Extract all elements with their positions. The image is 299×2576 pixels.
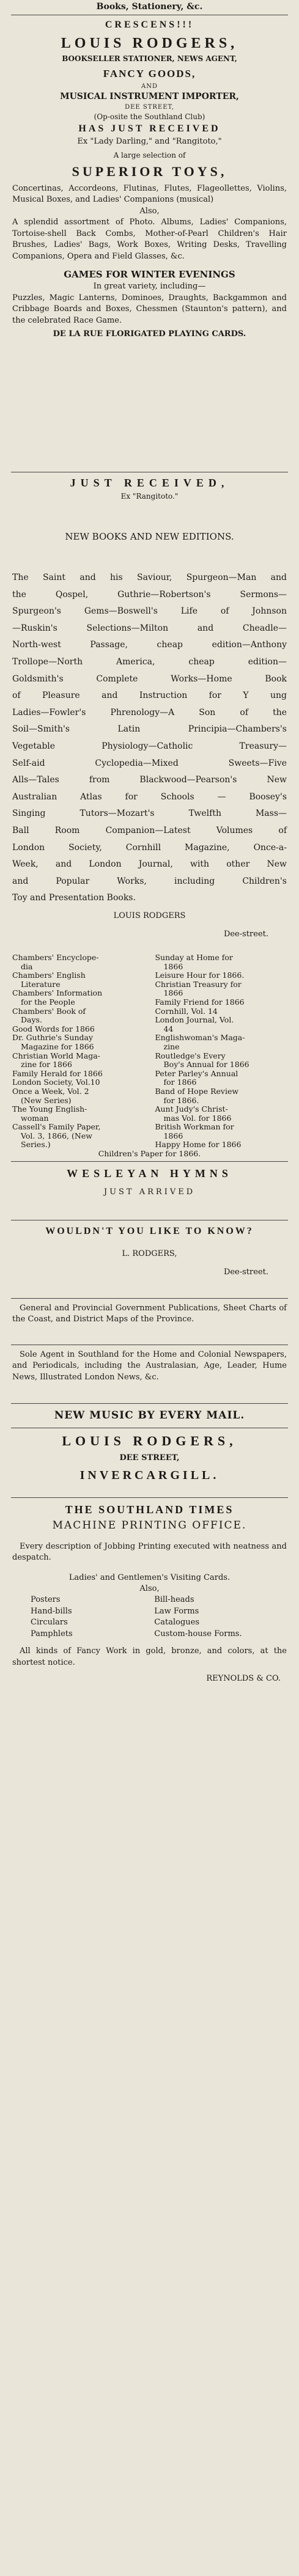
print-item: Law Forms (154, 1606, 199, 1616)
new-books-ad (12, 530, 287, 543)
almanac-left-column (12, 953, 144, 1150)
almanac-item: zine (163, 1041, 180, 1051)
rodgers-line6: (Op-osite the Southland Club) (94, 112, 205, 122)
almanac-item: Dr. Guthrie's Sunday (12, 1033, 94, 1043)
rodgers-line5: DEE STREET, (125, 104, 174, 111)
rodgers-ad (12, 34, 287, 340)
rule (11, 1403, 288, 1404)
almanac-item: Band of Hope Review (155, 1086, 239, 1096)
almanac-item: for the People (21, 997, 75, 1007)
crescens-heading: CRESCENS!!! (105, 20, 194, 30)
print-item: Posters (31, 1595, 61, 1605)
print-item: Catalogues (154, 1618, 199, 1627)
almanac-item: Vol. 3, 1866, (New (21, 1131, 92, 1140)
book-line: Soil—Smith's Latin Principia—Chambers's (12, 724, 287, 735)
book-line: Spurgeon's Gems—Boswell's Life of Johnson (12, 606, 287, 617)
almanac-item: 1866 (163, 961, 183, 971)
almanac-item: Cassell's Family Paper, (12, 1122, 101, 1132)
almanac-item: London Journal, Vol. (155, 1015, 234, 1025)
almanac-item: (New Series) (21, 1095, 72, 1105)
almanac-item: 44 (163, 1024, 174, 1033)
book-line: Ball Room Companion—Latest Volumes of (12, 825, 287, 835)
rodgers-line10: SUPERIOR TOYS, (72, 163, 227, 179)
almanac-item: Series.) (21, 1140, 51, 1150)
book-line: Singing Tutors—Mozart's Twelfth Mass— (12, 809, 287, 819)
book-line: —Ruskin's Selections—Milton and Cheadle— (12, 623, 287, 633)
new-books-body (12, 570, 287, 907)
print-item: Bill-heads (154, 1595, 194, 1605)
book-line: Ladies—Fowler's Phrenology—A Son of the (12, 707, 287, 717)
wouldnt-street: Dee-street. (223, 1268, 268, 1277)
almanac-item: Chambers' Encyclope- (12, 953, 99, 962)
southland-cards: Ladies' and Gentlemen's Visiting Cards. (68, 1572, 231, 1582)
almanac-item: Englishwoman's Maga- (155, 1033, 245, 1043)
book-line: North-west Passage, cheap edition—Anthony (12, 640, 287, 650)
games-para: Puzzles, Magic Lanterns, Dominoes, Draughts, Backgammon and Cribbage Boards and Boxes, Chessmen (Staunton's pattern), and the celebrated Race Game. (12, 293, 287, 325)
book-line: the Qospel, Guthrie—Robertson's Sermons— (12, 589, 287, 600)
almanac-item: 1866 (163, 988, 183, 998)
almanac-item: Routledge's Every (155, 1051, 226, 1060)
just-received-title: JUST RECEIVED, (70, 477, 229, 489)
almanac-item: London Society, Vol.10 (12, 1077, 100, 1087)
print-item: Hand-bills (31, 1606, 72, 1616)
just-received-ad (12, 475, 287, 502)
southland-right-list (154, 1594, 268, 1640)
rule (11, 1161, 288, 1162)
book-line: Goldsmith's Complete Works—Home Book (12, 673, 287, 684)
footer-rodgers-name: LOUIS RODGERS, (62, 1433, 237, 1448)
rodgers-para1: Concertinas, Accordeons, Flutinas, Flutes, Flageollettes, Violins, Musical Boxes, and Ladies' Companions (musical) (12, 183, 287, 205)
rule (11, 1497, 288, 1498)
rodgers-line8: Ex "Lady Darling," and "Rangitoto," (77, 137, 222, 147)
almanac-item: Happy Home for 1866 (155, 1140, 242, 1150)
almanac-item: Family Friend for 1866 (155, 997, 245, 1007)
wesleyan-title: WESLEYAN HYMNS (67, 1167, 232, 1180)
print-item: Circulars (31, 1618, 68, 1627)
almanac-footer: Children's Paper for 1866. (98, 1149, 201, 1159)
new-books-street: Dee-street. (223, 930, 268, 939)
book-line: Trollope—North America, cheap edition— (12, 656, 287, 667)
almanac-item: Sunday at Home for (155, 953, 233, 962)
southland-title1: THE SOUTHLAND TIMES (65, 1503, 234, 1516)
almanac-item: Family Herald for 1866 (12, 1068, 103, 1078)
book-line: Alls—Tales from Blackwood—Pearson's New (12, 775, 287, 785)
almanac-item: zine for 1866 (21, 1060, 72, 1070)
southland-sign: REYNOLDS & CO. (206, 1674, 281, 1684)
wesleyan-sub: JUST ARRIVED (103, 1187, 196, 1197)
southland-title2: MACHINE PRINTING OFFICE. (52, 1519, 247, 1532)
footer-rodgers-town: INVERCARGILL. (79, 1468, 220, 1482)
wesleyan-ad (12, 1166, 287, 1198)
almanac-item: for 1866 (163, 1077, 197, 1087)
almanac-right-column (155, 953, 287, 1150)
print-item: Pamphlets (31, 1629, 73, 1638)
southland-fancy: All kinds of Fancy Work in gold, bronze, and colors, at the shortest notice. (12, 1646, 287, 1667)
southland-left-list (31, 1594, 145, 1640)
section-header: Books, Stationery, &c. (96, 2, 203, 12)
wouldnt-sign: L. RODGERS, (122, 1249, 177, 1258)
footer-rodgers-ad (12, 1431, 287, 1484)
rodgers-name: LOUIS RODGERS, (61, 35, 238, 51)
rodgers-line1: BOOKSELLER STATIONER, NEWS AGENT, (62, 54, 237, 63)
almanac-item: Chambers' Book of (12, 1006, 86, 1016)
almanac-item: Magazine for 1866 (21, 1041, 94, 1051)
book-line: The Saint and his Saviour, Spurgeon—Man and (12, 573, 287, 582)
almanac-item: Christian Treasury for (155, 979, 242, 989)
charts-ad: General and Provincial Government Publications, Sheet Charts of the Coast, and District Maps of the Province. (12, 1304, 287, 1324)
book-line: Vegetable Physiology—Catholic Treasury— (12, 741, 287, 751)
almanac-item: Good Words for 1866 (12, 1024, 95, 1033)
agent-ad: Sole Agent in Southland for the Home and Colonial Newspapers, and Periodicals, including the Australasian, Age, Leader, Hume News, Illustrated London News, &c. (12, 1350, 287, 1382)
book-line: Week, and London Journal, with other New (12, 859, 287, 870)
footer-rodgers-street: DEE STREET, (119, 1453, 180, 1463)
rodgers-line3: AND (141, 83, 158, 90)
just-received-sub: Ex "Rangitoto." (120, 491, 179, 501)
almanac-item: woman (21, 1113, 49, 1123)
book-line: Self-aid Cyclopedia—Mixed Sweets—Five (12, 758, 287, 768)
almanac-item: dia (21, 961, 33, 971)
almanac-item: mas Vol. for 1866 (163, 1113, 232, 1123)
almanac-item: British Workman for (155, 1122, 234, 1132)
almanac-item: 1866 (163, 1131, 183, 1140)
almanac-item: Literature (21, 979, 61, 989)
rodgers-line9: A large selection of (113, 150, 186, 160)
rodgers-line7: HAS JUST RECEIVED (78, 123, 221, 134)
southland-para: Every description of Jobbing Printing executed with neatness and despatch. (12, 1541, 287, 1563)
almanac-item: for 1866. (163, 1095, 199, 1105)
new-books-title: NEW BOOKS AND NEW EDITIONS. (65, 531, 234, 542)
book-line: of Pleasure and Instruction for Y ung (12, 691, 287, 701)
almanac-item: Aunt Judy's Christ- (155, 1104, 228, 1114)
new-books-sign: LOUIS RODGERS (113, 911, 186, 920)
almanac-item: Days. (21, 1015, 42, 1025)
music-ad: NEW MUSIC BY EVERY MAIL. (54, 1409, 245, 1422)
southland-also: Also, (139, 1584, 160, 1594)
book-line: and Popular Works, including Children's (12, 876, 287, 886)
wouldnt-ad (12, 1225, 287, 1279)
delarue-line: DE LA RUE FLORIGATED PLAYING CARDS. (53, 329, 246, 339)
games-title: GAMES FOR WINTER EVENINGS (64, 269, 235, 281)
rule (11, 1298, 288, 1299)
book-line: London Society, Cornhill Magazine, Once-a- (12, 842, 287, 853)
almanac-item: Christian World Maga- (12, 1051, 100, 1060)
rodgers-also: Also, (139, 206, 160, 216)
almanac-item: Cornhill, Vol. 14 (155, 1006, 218, 1016)
almanac-item: Leisure Hour for 1866. (155, 971, 245, 980)
almanac-item: Boy's Annual for 1866 (163, 1060, 249, 1070)
rodgers-line4: MUSICAL INSTRUMENT IMPORTER, (60, 92, 239, 102)
book-line: Australian Atlas for Schools — Boosey's (12, 791, 287, 802)
rodgers-para2: A splendid assortment of Photo. Albums, Ladies' Companions, Tortoise-shell Back Combs, Mother-of-Pearl Children's Hair Brushes, Ladies' Bags, Work Boxes, Writing Desks, Travelling Companions, Opera and Field Glasses, &c. (12, 218, 287, 261)
almanac-item: The Young English- (12, 1104, 87, 1114)
almanac-list (12, 953, 287, 1159)
print-item: Custom-house Forms. (154, 1629, 242, 1638)
games-intro: In great variety, including— (93, 282, 206, 292)
almanac-item: Chambers' Information (12, 988, 103, 998)
book-line: Toy and Presentation Books. (12, 893, 136, 903)
almanac-item: Chambers' English (12, 971, 86, 980)
wouldnt-title: WOULDN'T YOU LIKE TO KNOW? (45, 1226, 254, 1236)
almanac-item: Once a Week, Vol. 2 (12, 1086, 89, 1096)
rodgers-line2: FANCY GOODS, (103, 68, 196, 80)
almanac-item: Peter Parley's Annual (155, 1068, 238, 1078)
southland-times-ad (12, 1502, 287, 1685)
